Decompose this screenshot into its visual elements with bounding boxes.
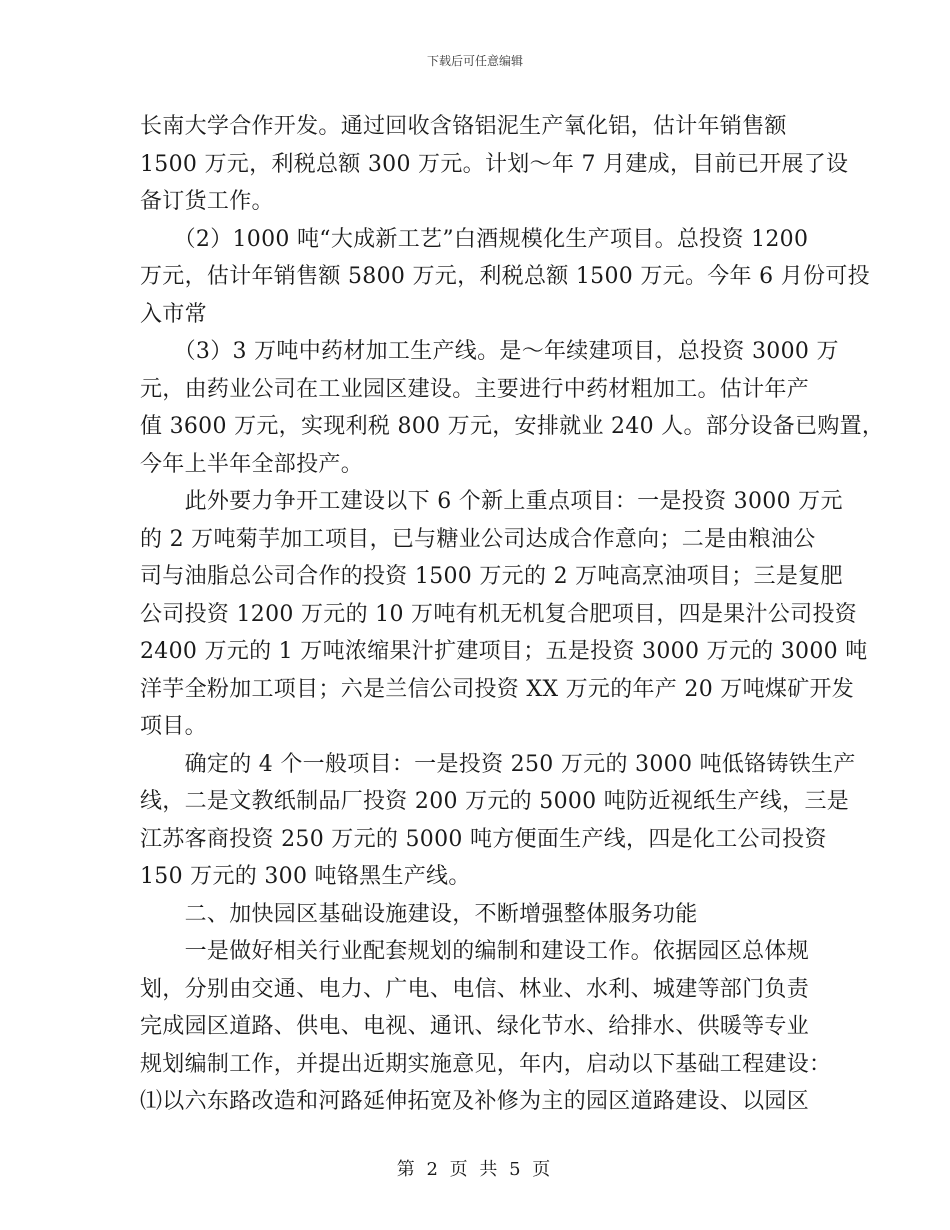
text-line: 线，二是文教纸制品厂投资 200 万元的 5000 吨防近视纸生产线，三是 [140, 789, 850, 814]
section-heading: 二、加快园区基础设施建设，不断增强整体服务功能 [140, 901, 698, 927]
text-line: 江苏客商投资 250 万元的 5000 吨方便面生产线，四是化工公司投资 [140, 826, 827, 852]
text-line: 150 万元的 300 吨铬黑生产线。 [140, 864, 471, 889]
text-line: 规划编制工作，并提出近期实施意见，年内，启动以下基础工程建设： [140, 1051, 832, 1077]
text-line: 值 3600 万元，实现利税 800 万元，安排就业 240 人。部分设备已购置， [140, 414, 885, 439]
document-body [140, 108, 885, 1121]
text-line: 完成园区道路、供电、电视、通讯、绿化节水、给排水、供暖等专业 [140, 1014, 810, 1039]
page-header: 下载后可任意编辑 [426, 54, 523, 68]
text-line: 司与油脂总公司合作的投资 1500 万元的 2 万吨高烹油项目；三是复肥 [140, 564, 843, 589]
text-line: 一是做好相关行业配套规划的编制和建设工作。依据园区总体规 [140, 939, 810, 964]
text-line: 洋芋全粉加工项目；六是兰信公司投资 XX 万元的年产 20 万吨煤矿开发 [140, 676, 855, 702]
text-line: 元，由药业公司在工业园区建设。主要进行中药材粗加工。估计年产 [140, 376, 810, 402]
text-line: （2）1000 吨“大成新工艺”白酒规模化生产项目。总投资 1200 [140, 226, 809, 252]
text-line: （3）3 万吨中药材加工生产线。是～年续建项目，总投资 3000 万 [140, 339, 839, 364]
text-line: 备订货工作。 [140, 189, 274, 214]
text-line: 入市常 [140, 301, 207, 327]
text-line: 此外要力争开工建设以下 6 个新上重点项目：一是投资 3000 万元 [140, 489, 843, 514]
text-line: 的 2 万吨菊芋加工项目，已与糖业公司达成合作意向；二是由粮油公 [140, 526, 816, 552]
text-line: ⑴以六东路改造和河路延伸拓宽及补修为主的园区道路建设、以园区 [140, 1089, 810, 1114]
text-line: 项目。 [140, 714, 207, 739]
page-number-footer: 第 2 页 共 5 页 [396, 1159, 554, 1180]
text-line: 长南大学合作开发。通过回收含铬铝泥生产氧化铝，估计年销售额 [140, 114, 787, 139]
text-line: 划，分别由交通、电力、广电、电信、林业、水利、城建等部门负责 [140, 976, 810, 1002]
text-line: 1500 万元，利税总额 300 万元。计划～年 7 月建成，目前已开展了设 [140, 151, 849, 177]
text-line: 今年上半年全部投产。 [140, 451, 364, 477]
text-line: 万元，估计年销售额 5800 万元，利税总额 1500 万元。今年 6 月份可投 [140, 264, 870, 289]
text-line: 2400 万元的 1 万吨浓缩果汁扩建项目；五是投资 3000 万元的 3000 吨 [140, 639, 868, 664]
text-line: 确定的 4 个一般项目：一是投资 250 万元的 3000 吨低铬铸铁生产 [140, 751, 856, 777]
text-line: 公司投资 1200 万元的 10 万吨有机无机复合肥项目，四是果汁公司投资 [140, 601, 858, 627]
